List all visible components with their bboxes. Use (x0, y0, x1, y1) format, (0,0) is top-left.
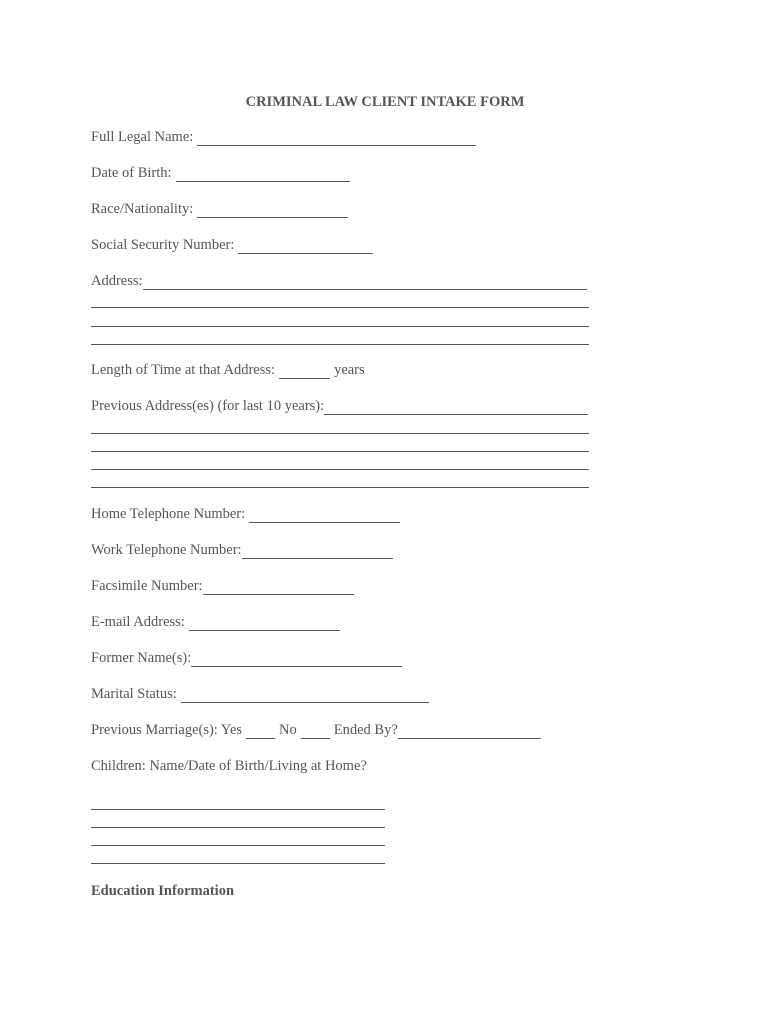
previous-addresses-input-line-2[interactable] (91, 433, 589, 434)
date-of-birth-row (91, 164, 350, 182)
marital-status-row (91, 685, 429, 703)
ssn-input-line[interactable] (238, 239, 373, 254)
children-label: Children: Name/Date of Birth/Living at Home? (91, 758, 367, 774)
length-of-time-input-line[interactable] (279, 364, 330, 379)
previous-addresses-row (91, 397, 588, 415)
marital-status-input-line[interactable] (181, 688, 429, 703)
former-names-label: Former Name(s): (91, 650, 192, 666)
address-label: Address: (91, 273, 143, 289)
ended-by-input-line[interactable] (398, 724, 541, 739)
previous-marriages-no-line[interactable] (301, 724, 330, 739)
work-phone-input-line[interactable] (242, 544, 393, 559)
fax-row (91, 577, 354, 595)
previous-marriages-no-label: No (279, 722, 297, 738)
address-input-line-1[interactable] (143, 275, 587, 290)
form-title: CRIMINAL LAW CLIENT INTAKE FORM (245, 94, 525, 110)
children-input-line-3[interactable] (91, 845, 385, 846)
previous-addresses-input-line-4[interactable] (91, 469, 589, 470)
children-row (91, 757, 367, 775)
date-of-birth-input-line[interactable] (176, 167, 350, 182)
race-nationality-label: Race/Nationality: (91, 201, 194, 217)
previous-marriages-row (91, 721, 541, 739)
ssn-row (91, 236, 373, 254)
length-of-time-row (91, 361, 365, 379)
former-names-input-line[interactable] (191, 652, 402, 667)
previous-addresses-input-line-1[interactable] (324, 400, 588, 415)
marital-status-label: Marital Status: (91, 686, 177, 702)
full-legal-name-label: Full Legal Name: (91, 129, 194, 145)
children-input-line-4[interactable] (91, 863, 385, 864)
full-legal-name-input-line[interactable] (197, 131, 476, 146)
previous-addresses-input-line-5[interactable] (91, 487, 589, 488)
work-phone-label: Work Telephone Number: (91, 542, 242, 558)
fax-input-line[interactable] (203, 580, 354, 595)
children-input-line-1[interactable] (91, 809, 385, 810)
ended-by-label: Ended By? (333, 722, 398, 738)
race-nationality-row (91, 200, 348, 218)
ssn-label: Social Security Number: (91, 237, 235, 253)
email-row (91, 613, 340, 631)
length-unit-label: years (334, 362, 365, 378)
home-phone-row (91, 505, 400, 523)
race-nationality-input-line[interactable] (197, 203, 348, 218)
address-input-line-4[interactable] (91, 344, 589, 345)
home-phone-input-line[interactable] (249, 508, 400, 523)
previous-addresses-input-line-3[interactable] (91, 451, 589, 452)
previous-marriages-yes-line[interactable] (246, 724, 275, 739)
address-input-line-3[interactable] (91, 326, 589, 327)
full-legal-name-row (91, 128, 476, 146)
children-input-line-2[interactable] (91, 827, 385, 828)
address-input-line-2[interactable] (91, 307, 589, 308)
education-heading: Education Information (91, 883, 235, 899)
address-row (91, 272, 587, 290)
fax-label: Facsimile Number: (91, 578, 203, 594)
home-phone-label: Home Telephone Number: (91, 506, 246, 522)
email-input-line[interactable] (189, 616, 340, 631)
email-label: E-mail Address: (91, 614, 185, 630)
length-of-time-label: Length of Time at that Address: (91, 362, 276, 378)
previous-addresses-label: Previous Address(es) (for last 10 years): (91, 398, 325, 414)
previous-marriages-label: Previous Marriage(s): Yes (91, 722, 243, 738)
work-phone-row (91, 541, 393, 559)
date-of-birth-label: Date of Birth: (91, 165, 172, 181)
former-names-row (91, 649, 402, 667)
